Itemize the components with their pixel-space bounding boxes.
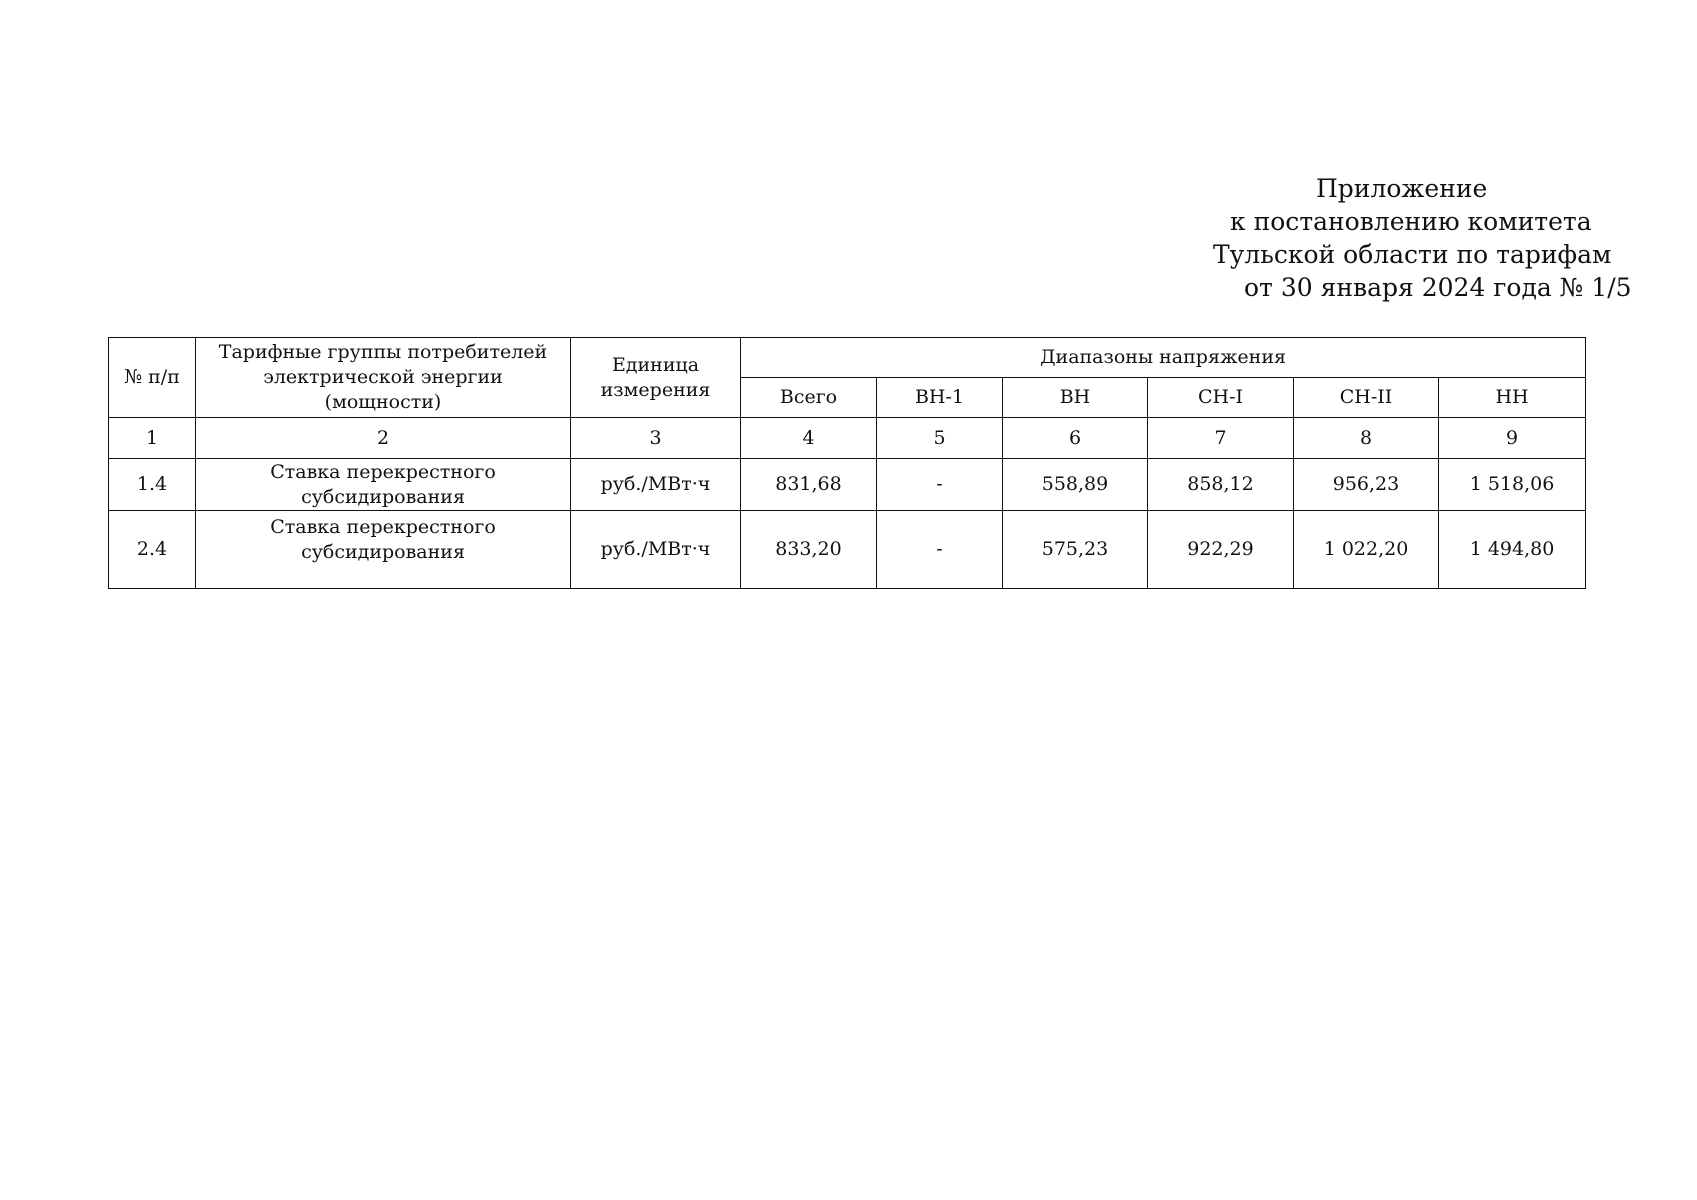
column-number: 7 <box>1148 418 1294 459</box>
row-group: Ставка перекрестного субсидирования <box>196 459 571 511</box>
tariff-table <box>108 337 1586 589</box>
header-group: Тарифные группы потребителей электрической энергии (мощности) <box>196 338 571 418</box>
header-voltage-ranges: Диапазоны напряжения <box>741 338 1586 378</box>
row-unit: руб./МВт·ч <box>571 459 741 511</box>
column-number: 2 <box>196 418 571 459</box>
header-unit: Единица измерения <box>571 338 741 418</box>
header-num: № п/п <box>109 338 196 418</box>
row-value-total: 833,20 <box>741 511 877 589</box>
header-sn2: СН-II <box>1294 378 1439 418</box>
row-value-sn1: 858,12 <box>1148 459 1294 511</box>
header-total: Всего <box>741 378 877 418</box>
header-nn: НН <box>1439 378 1586 418</box>
column-number: 8 <box>1294 418 1439 459</box>
row-unit: руб./МВт·ч <box>571 511 741 589</box>
column-number: 6 <box>1003 418 1148 459</box>
row-value-vn: 575,23 <box>1003 511 1148 589</box>
column-number: 5 <box>877 418 1003 459</box>
row-value-vn: 558,89 <box>1003 459 1148 511</box>
row-value-total: 831,68 <box>741 459 877 511</box>
row-value-sn2: 1 022,20 <box>1294 511 1439 589</box>
header-sn1: СН-I <box>1148 378 1294 418</box>
column-number: 1 <box>109 418 196 459</box>
column-number: 4 <box>741 418 877 459</box>
header-vn1: ВН-1 <box>877 378 1003 418</box>
appendix-header <box>1180 172 1660 304</box>
row-value-vn1: - <box>877 459 1003 511</box>
row-num: 2.4 <box>109 511 196 589</box>
row-group: Ставка перекрестного субсидирования <box>196 511 571 589</box>
row-value-sn2: 956,23 <box>1294 459 1439 511</box>
table-row <box>109 511 1586 589</box>
appendix-line-committee: Тульской области по тарифам <box>1213 240 1612 269</box>
table-row <box>109 459 1586 511</box>
row-value-nn: 1 518,06 <box>1439 459 1586 511</box>
row-value-nn: 1 494,80 <box>1439 511 1586 589</box>
appendix-title: Приложение <box>1316 174 1488 203</box>
column-number: 3 <box>571 418 741 459</box>
appendix-line-date: от 30 января 2024 года № 1/5 <box>1244 273 1632 302</box>
column-number-row <box>109 418 1586 459</box>
column-number: 9 <box>1439 418 1586 459</box>
header-vn: ВН <box>1003 378 1148 418</box>
row-value-sn1: 922,29 <box>1148 511 1294 589</box>
appendix-line-resolution: к постановлению комитета <box>1230 207 1592 236</box>
row-value-vn1: - <box>877 511 1003 589</box>
table-header-row <box>109 338 1586 378</box>
row-num: 1.4 <box>109 459 196 511</box>
